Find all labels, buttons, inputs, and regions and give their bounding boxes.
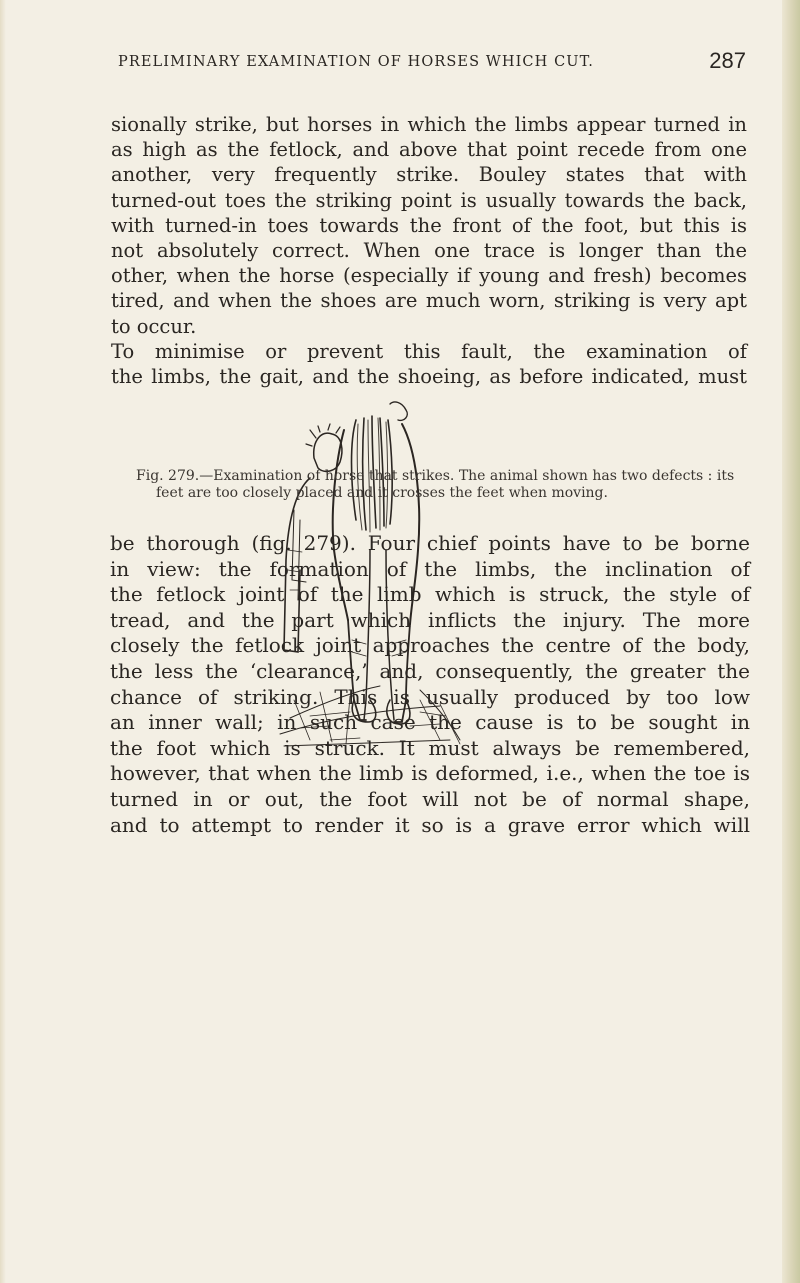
page-edge-right <box>782 0 800 1283</box>
text-line: To minimise or prevent this fault, the examination of <box>111 339 747 363</box>
text-line: be thorough (fig. 279). Four chief points have to be borne <box>110 531 750 555</box>
text-line: to occur. <box>111 314 197 338</box>
page-number: 287 <box>709 48 746 73</box>
text-line: tired, and when the shoes are much worn, striking is very apt <box>111 289 747 313</box>
paragraph-2 <box>110 531 750 838</box>
figure-caption <box>136 468 736 501</box>
text-line: not absolutely correct. When one trace is longer than the <box>111 239 747 263</box>
text-line: as high as the fetlock, and above that point recede from one <box>111 138 747 162</box>
text-line: tread, and the part which inflicts the injury. The more <box>110 607 750 632</box>
text-line: with turned-in toes towards the front of the foot, but this is <box>111 213 747 237</box>
running-title: PRELIMINARY EXAMINATION OF HORSES WHICH CUT. <box>118 54 594 70</box>
text-line: sionally strike, but horses in which the limbs appear turned in <box>111 113 747 136</box>
paragraph-1 <box>111 112 747 389</box>
text-line: in view: the formation of the limbs, the inclination of <box>110 556 750 581</box>
text-line: the less the ‘clearance,’ and, consequently, the greater the <box>110 658 750 683</box>
text-line: chance of striking. This is usually produced by too low <box>110 684 750 709</box>
caption-line: Fig. 279.—Examination of horse that strikes. The animal shown has two defects : its <box>136 468 735 484</box>
text-line: the fetlock joint of the limb which is struck, the style of <box>110 582 750 607</box>
text-line: other, when the horse (especially if young and fresh) becomes <box>111 264 747 288</box>
text-line: closely the fetlock joint approaches the centre of the body, <box>110 633 750 658</box>
text-line: the limbs, the gait, and the shoeing, as before indicated, must <box>111 365 747 389</box>
text-line: another, very frequently strike. Bouley states that with <box>111 163 747 187</box>
caption-line: feet are too closely placed and it crosses the feet when moving. <box>156 484 608 501</box>
text-line: however, that when the limb is deformed, i.e., when the toe is <box>110 761 750 786</box>
text-line: turned in or out, the foot will not be of normal shape, <box>110 786 750 811</box>
text-line: turned-out toes the striking point is usually towards the back, <box>111 188 747 212</box>
page-edge-left <box>0 0 6 1283</box>
text-line: the foot which is struck. It must always be remembered, <box>110 735 750 760</box>
text-line: and to attempt to render it so is a grave error which will <box>110 812 750 837</box>
running-head <box>118 48 746 78</box>
text-line: an inner wall; in such case the cause is to be sought in <box>110 710 750 735</box>
